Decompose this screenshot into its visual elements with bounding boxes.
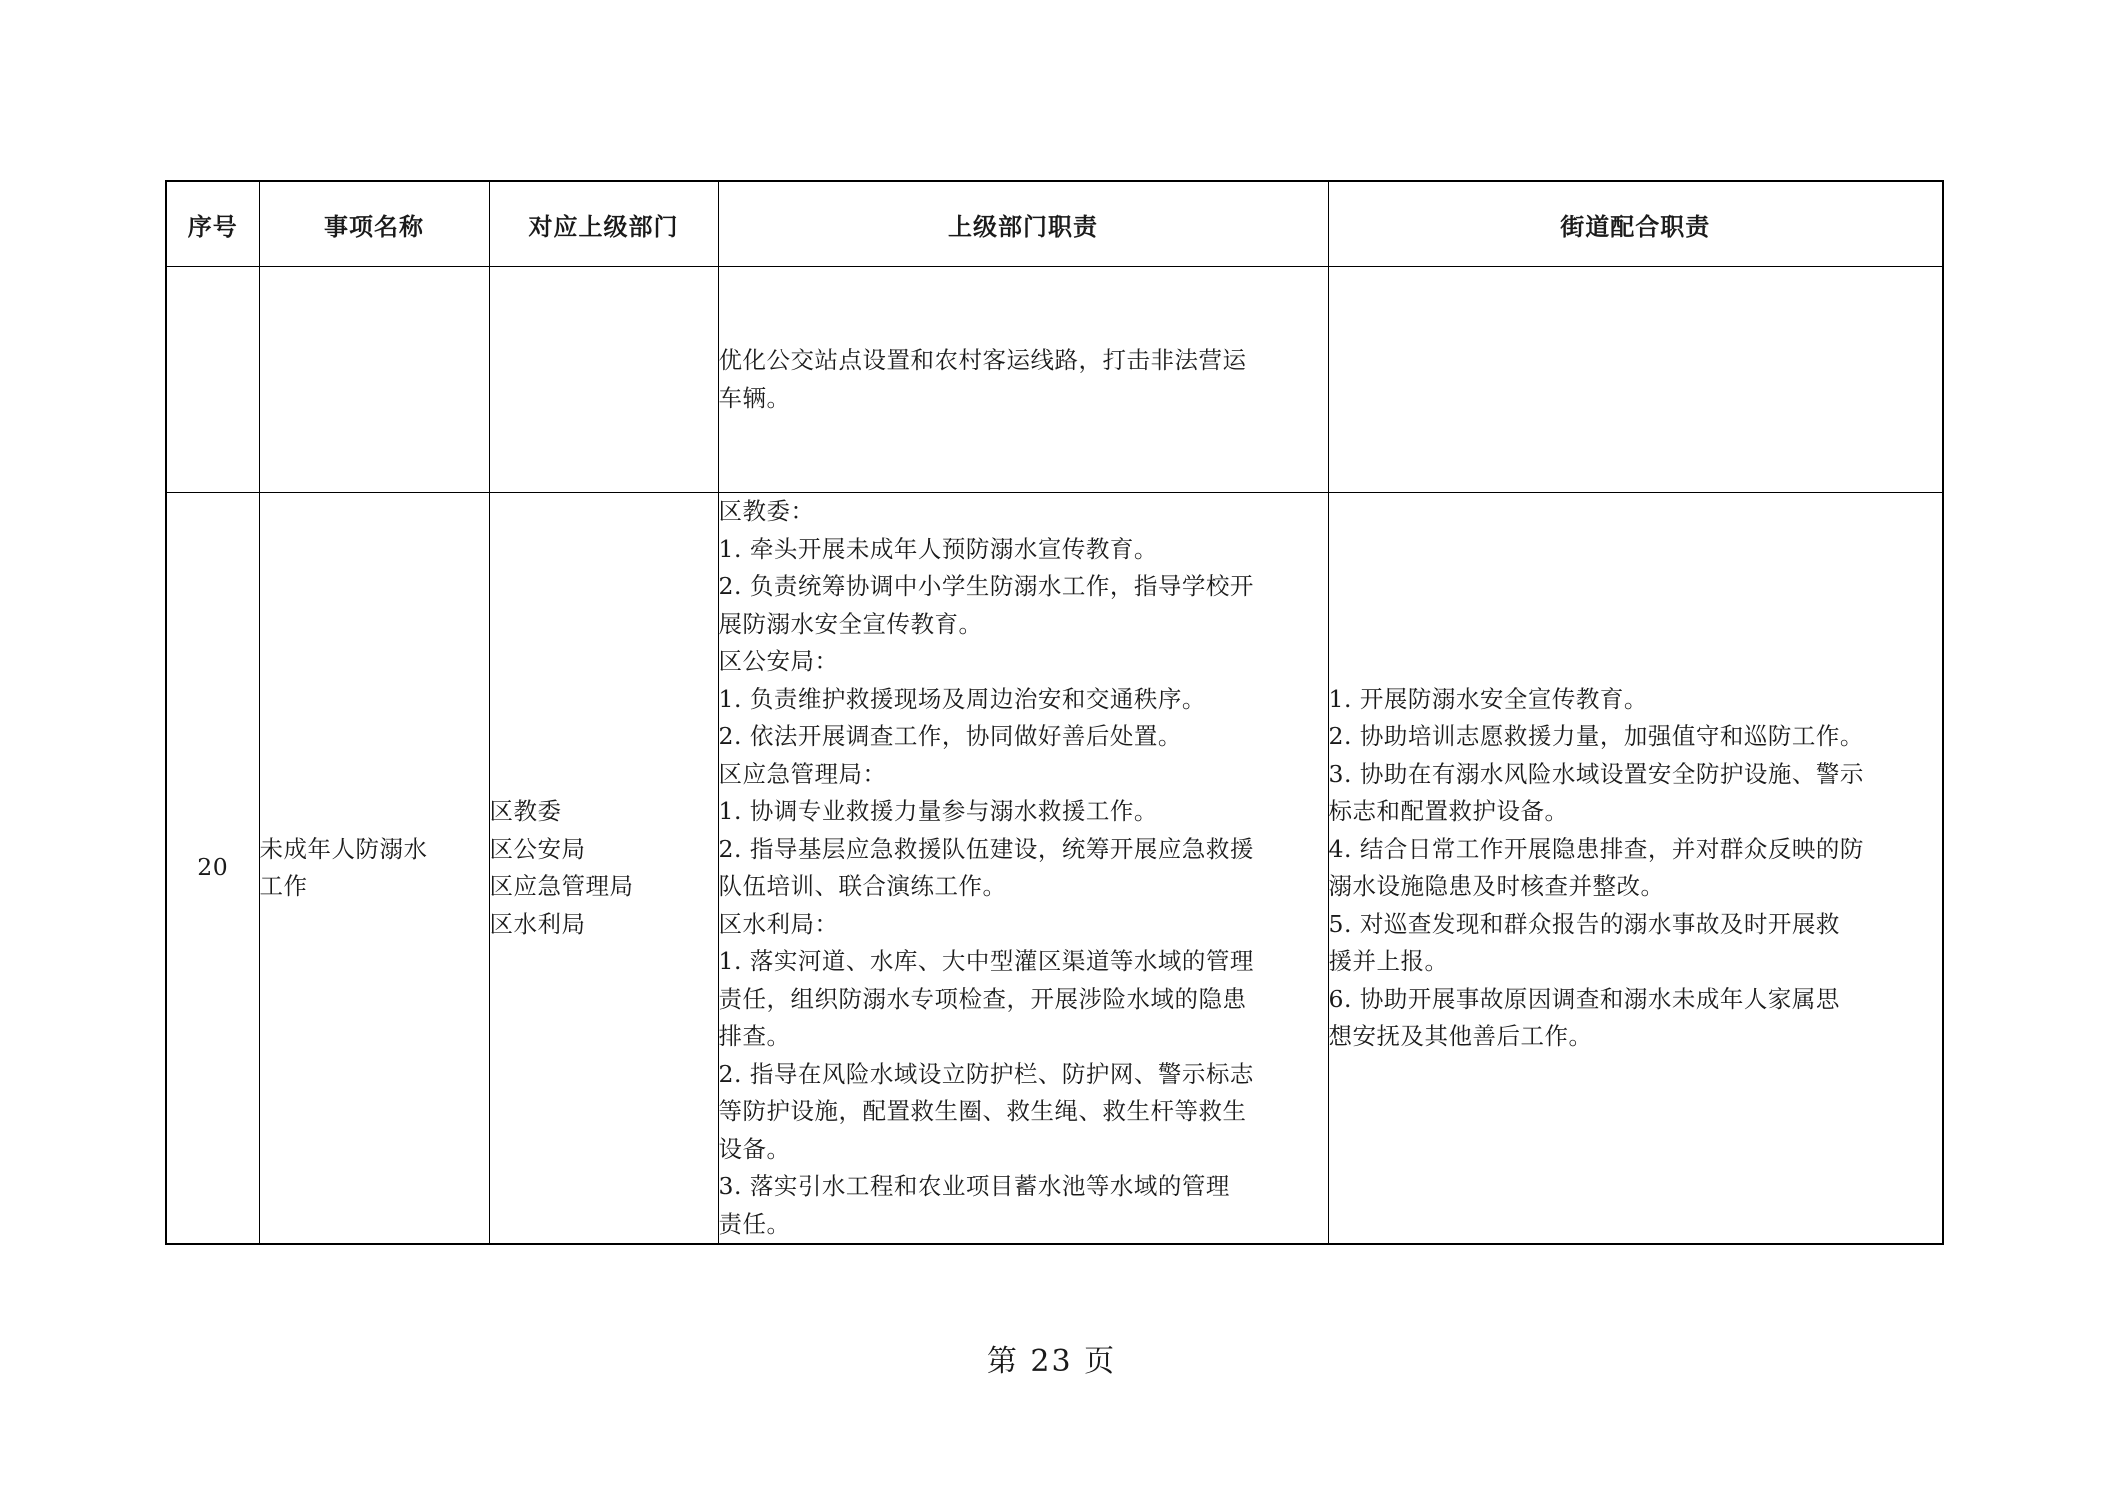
duty-line: 区水利局： bbox=[718, 909, 839, 938]
item-name-line: 工作 bbox=[259, 872, 308, 900]
duty-line: 2. 指导基层应急救援队伍建设，统筹开展应急救援 bbox=[718, 834, 1254, 863]
item-name-line: 未成年人防溺水 bbox=[259, 834, 428, 863]
page-number: 第 23 页 bbox=[986, 1344, 1117, 1379]
duty-line: 2. 负责统筹协调中小学生防溺水工作，指导学校开 bbox=[718, 572, 1254, 600]
cell-departments bbox=[489, 493, 718, 1245]
duty-line: 3. 落实引水工程和农业项目蓄水池等水域的管理 bbox=[718, 1172, 1230, 1200]
cell-serial-number-empty bbox=[166, 267, 259, 493]
street-duty-line: 2. 协助培训志愿救援力量，加强值守和巡防工作。 bbox=[1328, 722, 1864, 750]
duty-line: 2. 依法开展调查工作，协同做好善后处置。 bbox=[718, 722, 1182, 750]
duty-line: 等防护设施，配置救生圈、救生绳、救生杆等救生 bbox=[718, 1097, 1247, 1125]
header-item-name: 事项名称 bbox=[259, 181, 489, 267]
duty-line: 队伍培训、联合演练工作。 bbox=[718, 872, 1007, 900]
header-superior-department: 对应上级部门 bbox=[489, 181, 718, 267]
duty-line: 区应急管理局： bbox=[718, 759, 887, 788]
cell-item-name bbox=[259, 493, 489, 1245]
duty-line: 责任。 bbox=[718, 1209, 791, 1238]
street-duty-line: 溺水设施隐患及时核查并整改。 bbox=[1328, 872, 1665, 900]
street-duty-line: 1. 开展防溺水安全宣传教育。 bbox=[1328, 684, 1648, 713]
street-duty-line: 6. 协助开展事故原因调查和溺水未成年人家属思 bbox=[1328, 984, 1840, 1013]
department-line: 区水利局 bbox=[489, 909, 586, 938]
street-duty-line: 3. 协助在有溺水风险水域设置安全防护设施、警示 bbox=[1328, 759, 1864, 788]
duty-line: 优化公交站点设置和农村客运线路，打击非法营运 bbox=[718, 346, 1247, 374]
street-duty-line: 标志和配置救护设备。 bbox=[1328, 797, 1569, 825]
cell-superior-duties bbox=[718, 493, 1328, 1245]
duty-line: 责任，组织防溺水专项检查，开展涉险水域的隐患 bbox=[718, 984, 1247, 1013]
duty-line: 车辆。 bbox=[718, 383, 791, 412]
duty-line: 设备。 bbox=[718, 1134, 791, 1163]
duty-line: 2. 指导在风险水域设立防护栏、防护网、警示标志 bbox=[718, 1059, 1254, 1088]
department-line: 区教委 bbox=[489, 797, 562, 825]
table-header-row bbox=[166, 181, 1943, 267]
cell-item-name-empty bbox=[259, 267, 489, 493]
header-street-duties: 街道配合职责 bbox=[1328, 181, 1943, 267]
cell-street-duties bbox=[1328, 493, 1943, 1245]
department-line: 区应急管理局 bbox=[489, 872, 634, 900]
duty-line: 1. 协调专业救援力量参与溺水救援工作。 bbox=[718, 797, 1158, 825]
responsibility-table bbox=[165, 180, 1944, 1245]
table-row-continued bbox=[166, 267, 1943, 493]
street-duty-line: 援并上报。 bbox=[1328, 947, 1449, 975]
cell-superior-duties-continued bbox=[718, 267, 1328, 493]
duty-line: 区教委： bbox=[718, 497, 815, 525]
street-duty-line: 5. 对巡查发现和群众报告的溺水事故及时开展救 bbox=[1328, 909, 1840, 938]
duty-line: 区公安局： bbox=[718, 647, 839, 675]
department-line: 区公安局 bbox=[489, 834, 586, 863]
header-serial-number: 序号 bbox=[166, 181, 259, 267]
table-row-20 bbox=[166, 493, 1943, 1245]
cell-serial-number: 20 bbox=[166, 493, 259, 1245]
street-duty-line: 想安抚及其他善后工作。 bbox=[1328, 1022, 1593, 1050]
duty-line: 1. 牵头开展未成年人预防溺水宣传教育。 bbox=[718, 534, 1158, 563]
duty-line: 1. 落实河道、水库、大中型灌区渠道等水域的管理 bbox=[718, 947, 1254, 975]
duty-line: 排查。 bbox=[718, 1022, 791, 1050]
duty-line: 展防溺水安全宣传教育。 bbox=[718, 609, 983, 638]
header-superior-duties: 上级部门职责 bbox=[718, 181, 1328, 267]
cell-department-empty bbox=[489, 267, 718, 493]
duty-line: 1. 负责维护救援现场及周边治安和交通秩序。 bbox=[718, 684, 1206, 713]
cell-street-duties-empty bbox=[1328, 267, 1943, 493]
street-duty-line: 4. 结合日常工作开展隐患排查，并对群众反映的防 bbox=[1328, 834, 1864, 863]
